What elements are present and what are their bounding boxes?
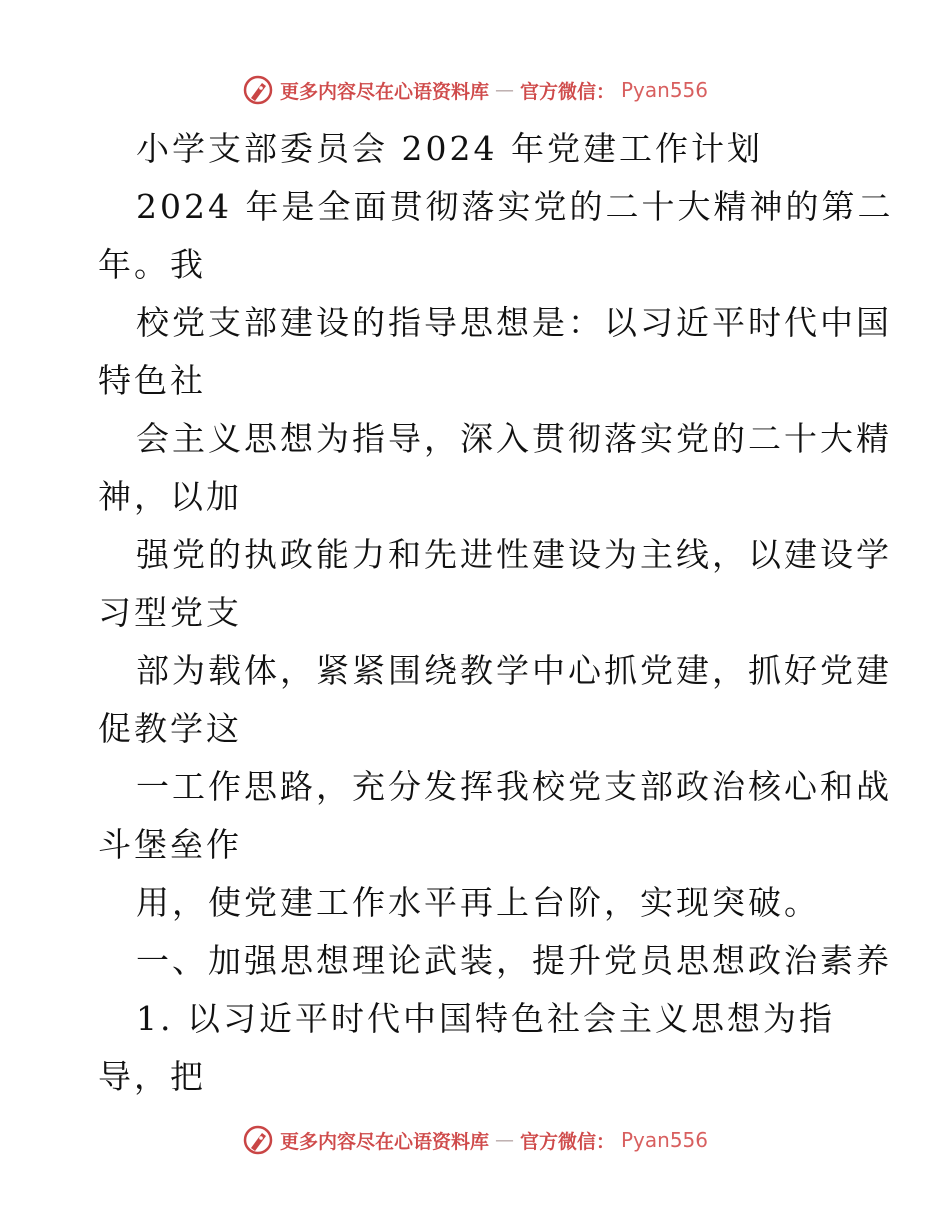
watermark-wechat-label: 官方微信： (519, 1130, 615, 1153)
watermark-text: 更多内容尽在心语资料库 (279, 1130, 489, 1153)
document-title: 小学支部委员会 2024 年党建工作计划 (136, 129, 763, 168)
watermark-text: 更多内容尽在心语资料库 (279, 80, 489, 103)
text-line: 1. 以习近平时代中国特色社会主义思想为指 (136, 999, 835, 1038)
text-line: 习型党支 (98, 593, 242, 632)
watermark-dash: — (494, 1129, 514, 1151)
text-line: 神，以加 (98, 477, 242, 516)
text-line: 导，把 (98, 1057, 206, 1096)
watermark-footer (0, 1120, 950, 1160)
watermark-header (0, 70, 950, 110)
watermark-wechat-id: Pyan556 (621, 78, 709, 102)
pen-nib-circle-icon (242, 74, 274, 106)
watermark-dash: — (494, 79, 514, 101)
text-line: 年。我 (98, 245, 206, 284)
text-line: 2024 年是全面贯彻落实党的二十大精神的第二 (136, 187, 894, 226)
watermark-wechat-label: 官方微信： (519, 80, 615, 103)
text-line: 会主义思想为指导，深入贯彻落实党的二十大精 (136, 419, 892, 458)
document-body (98, 120, 894, 1106)
text-line: 斗堡垒作 (98, 825, 242, 864)
text-line: 校党支部建设的指导思想是：以习近平时代中国 (136, 303, 892, 342)
section-heading: 一、加强思想理论武装，提升党员思想政治素养 (136, 941, 892, 980)
pen-nib-circle-icon (242, 1124, 274, 1156)
text-line: 用，使党建工作水平再上台阶，实现突破。 (136, 883, 820, 922)
watermark-wechat-id: Pyan556 (621, 1128, 709, 1152)
text-line: 一工作思路，充分发挥我校党支部政治核心和战 (136, 767, 892, 806)
text-line: 促教学这 (98, 709, 242, 748)
text-line: 强党的执政能力和先进性建设为主线，以建设学 (136, 535, 892, 574)
text-line: 特色社 (98, 361, 206, 400)
text-line: 部为载体，紧紧围绕教学中心抓党建，抓好党建 (136, 651, 892, 690)
